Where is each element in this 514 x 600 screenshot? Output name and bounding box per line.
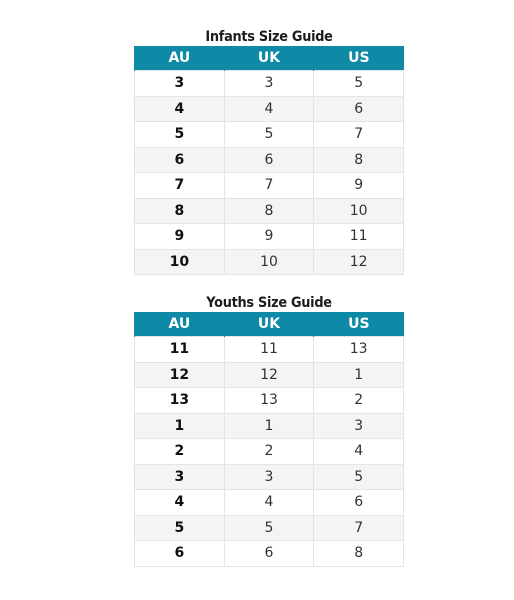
table-row xyxy=(135,173,404,199)
size-cell-us: 10 xyxy=(314,198,404,224)
infants-size-guide xyxy=(134,28,404,275)
table-row xyxy=(135,198,404,224)
size-cell-uk: 3 xyxy=(224,464,314,490)
table-row xyxy=(135,337,404,363)
size-cell-au: 6 xyxy=(135,147,225,173)
size-cell-uk: 5 xyxy=(224,515,314,541)
size-cell-au: 3 xyxy=(135,464,225,490)
table-row xyxy=(135,147,404,173)
size-cell-us: 3 xyxy=(314,413,404,439)
size-cell-au: 4 xyxy=(135,490,225,516)
size-cell-au: 7 xyxy=(135,173,225,199)
size-cell-us: 8 xyxy=(314,541,404,567)
size-cell-us: 1 xyxy=(314,362,404,388)
size-cell-us: 7 xyxy=(314,515,404,541)
size-cell-us: 4 xyxy=(314,439,404,465)
size-cell-au: 11 xyxy=(135,337,225,363)
size-cell-us: 13 xyxy=(314,337,404,363)
header-uk: UK xyxy=(224,46,314,71)
size-cell-uk: 9 xyxy=(224,224,314,250)
size-cell-au: 5 xyxy=(135,122,225,148)
size-cell-au: 10 xyxy=(135,249,225,275)
size-cell-au: 9 xyxy=(135,224,225,250)
table-row xyxy=(135,541,404,567)
table-row xyxy=(135,490,404,516)
header-au: AU xyxy=(135,312,225,337)
header-uk: UK xyxy=(224,312,314,337)
size-cell-au: 5 xyxy=(135,515,225,541)
table-header-row xyxy=(135,46,404,71)
youths-size-table xyxy=(134,312,404,567)
infants-size-table xyxy=(134,46,404,275)
size-cell-au: 13 xyxy=(135,388,225,414)
size-cell-uk: 10 xyxy=(224,249,314,275)
infants-guide-title: Infants Size Guide xyxy=(205,29,333,45)
size-cell-au: 2 xyxy=(135,439,225,465)
size-cell-au: 12 xyxy=(135,362,225,388)
size-cell-uk: 6 xyxy=(224,147,314,173)
table-row xyxy=(135,439,404,465)
header-us: US xyxy=(314,312,404,337)
table-row xyxy=(135,362,404,388)
youths-guide-title: Youths Size Guide xyxy=(206,295,332,311)
size-cell-uk: 4 xyxy=(224,96,314,122)
table-row xyxy=(135,413,404,439)
size-cell-uk: 8 xyxy=(224,198,314,224)
size-cell-uk: 2 xyxy=(224,439,314,465)
size-cell-us: 6 xyxy=(314,490,404,516)
size-cell-au: 1 xyxy=(135,413,225,439)
size-cell-us: 2 xyxy=(314,388,404,414)
size-cell-us: 5 xyxy=(314,464,404,490)
youths-size-guide xyxy=(134,294,404,567)
table-row xyxy=(135,464,404,490)
size-cell-us: 7 xyxy=(314,122,404,148)
size-cell-uk: 7 xyxy=(224,173,314,199)
size-cell-us: 12 xyxy=(314,249,404,275)
table-row xyxy=(135,122,404,148)
size-cell-au: 4 xyxy=(135,96,225,122)
size-cell-uk: 5 xyxy=(224,122,314,148)
table-row xyxy=(135,388,404,414)
size-cell-uk: 6 xyxy=(224,541,314,567)
table-header-row xyxy=(135,312,404,337)
table-row xyxy=(135,71,404,97)
table-row xyxy=(135,96,404,122)
size-cell-us: 9 xyxy=(314,173,404,199)
size-cell-uk: 11 xyxy=(224,337,314,363)
size-cell-au: 8 xyxy=(135,198,225,224)
size-cell-uk: 3 xyxy=(224,71,314,97)
header-us: US xyxy=(314,46,404,71)
table-row xyxy=(135,515,404,541)
size-cell-au: 3 xyxy=(135,71,225,97)
header-au: AU xyxy=(135,46,225,71)
size-cell-us: 11 xyxy=(314,224,404,250)
table-row xyxy=(135,249,404,275)
size-cell-us: 8 xyxy=(314,147,404,173)
size-cell-uk: 13 xyxy=(224,388,314,414)
table-row xyxy=(135,224,404,250)
size-cell-uk: 1 xyxy=(224,413,314,439)
size-cell-au: 6 xyxy=(135,541,225,567)
size-cell-uk: 12 xyxy=(224,362,314,388)
size-cell-us: 6 xyxy=(314,96,404,122)
size-cell-us: 5 xyxy=(314,71,404,97)
size-cell-uk: 4 xyxy=(224,490,314,516)
